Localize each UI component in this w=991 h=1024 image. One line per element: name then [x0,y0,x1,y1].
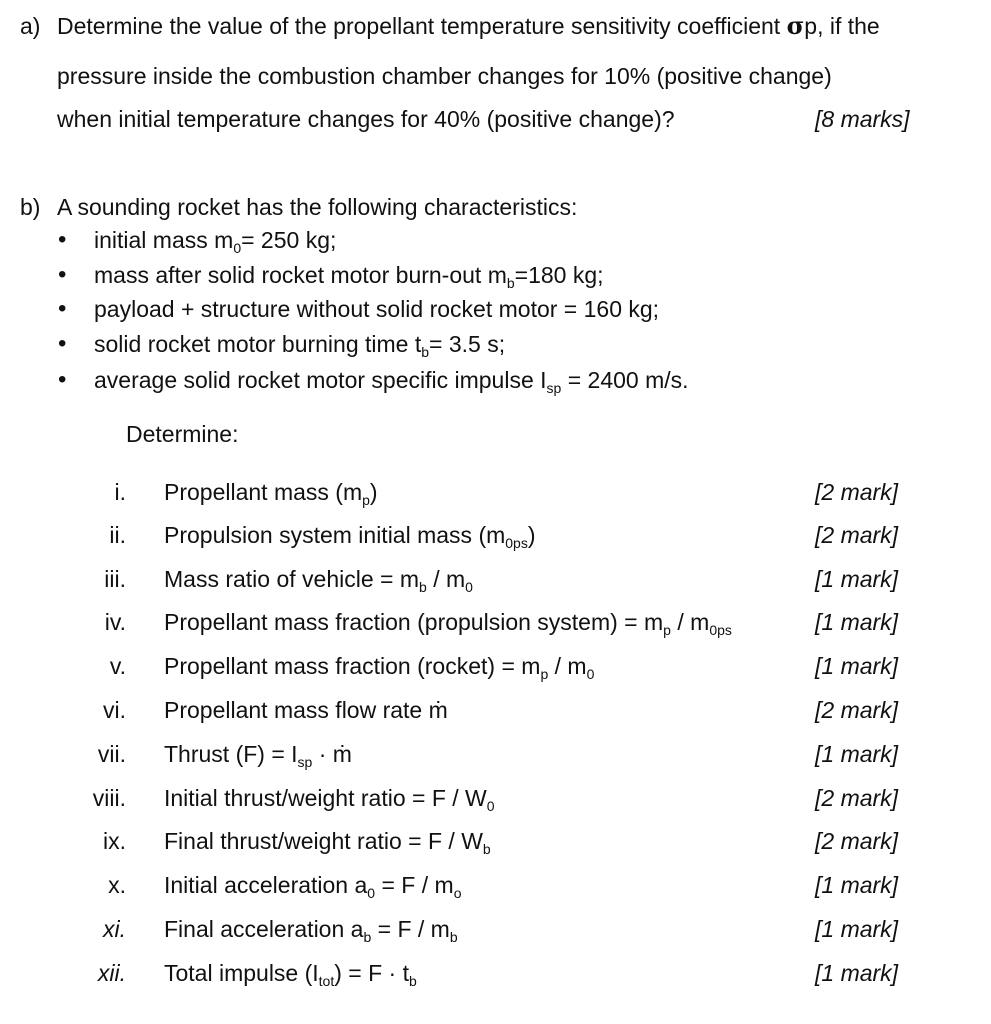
item-text-part: ) [527,522,536,548]
part-b-intro: A sounding rocket has the following characteristics: [57,194,578,220]
bullet-icon: • [58,226,67,253]
part-a-marks: [8 marks] [815,106,910,132]
item-marks: [1 mark] [815,916,899,942]
characteristic-item [94,226,336,257]
characteristic-subscript: 0 [233,240,242,256]
part-b-label: b) [20,194,41,220]
part-a-line-1-post: , if the [817,13,880,39]
item-marks: [1 mark] [815,960,899,986]
bullet-icon: • [58,295,67,322]
characteristic-text: initial mass m [94,227,234,253]
characteristic-item [94,295,659,323]
item-text-part: Propellant mass (m [164,479,363,505]
item-text-part: / m [426,566,466,592]
item-text [164,652,594,683]
item-subscript: p [362,492,370,508]
item-text-part: Propellant mass fraction (propulsion system) = m [164,609,664,635]
item-text [164,696,448,724]
item-subscript: b [449,929,458,945]
part-a-label: a) [20,13,41,39]
characteristic-subscript: b [506,275,515,291]
characteristic-text: average solid rocket motor specific impulse I [94,367,547,393]
item-marks: [2 mark] [815,828,899,854]
item-text-part: Thrust (F) = I [164,741,298,767]
item-subscript: p [663,622,671,638]
item-number: xii. [97,960,126,986]
item-text-part: · ṁ [312,741,352,767]
item-marks: [2 mark] [815,522,899,548]
characteristic-value: = 250 kg; [241,227,337,253]
item-marks: [1 mark] [815,609,899,635]
item-subscript: o [453,885,462,901]
item-subscript: 0 [465,579,473,595]
item-text-part: = F / m [375,872,454,898]
item-text-part: Mass ratio of vehicle = m [164,566,420,592]
determine-heading: Determine: [126,421,239,447]
item-subscript: b [363,929,372,945]
item-marks: [1 mark] [815,653,899,679]
item-text [164,478,378,509]
item-text [164,565,473,596]
item-number: xi. [103,916,126,942]
item-text-part: Propellant mass flow rate ṁ [164,697,448,723]
sigma-symbol: σ [786,11,805,40]
item-marks: [2 mark] [815,479,899,505]
item-marks: [2 mark] [815,697,899,723]
characteristic-item [94,366,689,397]
item-subscript: 0ps [709,622,732,638]
characteristic-item [94,330,505,361]
characteristic-subscript: sp [546,380,562,396]
item-number: i. [114,479,126,505]
characteristic-item [94,261,604,292]
item-number: ii. [109,522,126,548]
part-a-line-3: when initial temperature changes for 40% (positive change)? [57,106,675,132]
item-subscript: 0 [586,666,595,682]
item-number: iv. [104,609,126,635]
item-subscript: 0 [486,798,495,814]
bullet-icon: • [58,261,67,288]
item-subscript: b [409,973,417,989]
item-text-part: Propellant mass fraction (rocket) = m [164,653,541,679]
bullet-icon: • [58,330,67,357]
item-text-part: Final acceleration a [164,916,364,942]
bullet-icon: • [58,366,67,393]
part-a-line-2: pressure inside the combustion chamber changes for 10% (positive change) [57,63,832,89]
item-number: ix. [103,828,126,854]
item-text [164,871,461,902]
item-text-part: ) = F · t [334,960,409,986]
item-text [164,521,536,552]
item-subscript: 0ps [505,535,528,551]
sigma-subscript: p [804,13,818,39]
item-subscript: sp [297,754,313,770]
characteristic-text: solid rocket motor burning time t [94,331,422,357]
item-number: vi. [103,697,126,723]
characteristic-subscript: b [421,344,430,360]
item-text [164,915,458,946]
item-number: v. [109,653,126,679]
item-number: iii. [104,566,126,592]
characteristic-text: mass after solid rocket motor burn-out m [94,262,507,288]
item-number: x. [108,872,126,898]
characteristic-value: = 2400 m/s. [561,367,689,393]
item-subscript: tot [318,973,335,989]
characteristic-value: = 3.5 s; [429,331,506,357]
characteristic-value: =180 kg; [514,262,604,288]
item-text-part: = F / m [371,916,450,942]
characteristic-text: payload + structure without solid rocket motor = 160 kg; [94,296,660,322]
item-marks: [1 mark] [815,741,899,767]
part-a-line-1-pre: Determine the value of the propellant temperature sensitivity coefficient [57,13,781,39]
item-marks: [1 mark] [815,872,899,898]
item-number: vii. [97,741,126,767]
part-a-line-1 [57,12,880,40]
item-subscript: 0 [367,885,376,901]
item-text-part: Total impulse (I [164,960,319,986]
item-text [164,784,495,815]
item-text [164,827,491,858]
item-text-part: Initial thrust/weight ratio = F / W [164,785,487,811]
item-text [164,959,417,990]
item-subscript: b [482,841,491,857]
item-marks: [1 mark] [815,566,899,592]
item-text-part: Final thrust/weight ratio = F / W [164,828,483,854]
item-text-part: / m [548,653,587,679]
item-marks: [2 mark] [815,785,899,811]
item-text-part: Initial acceleration a [164,872,368,898]
item-number: viii. [92,785,126,811]
item-subscript: p [540,666,549,682]
item-subscript: b [419,579,427,595]
item-text [164,608,732,639]
item-text-part: Propulsion system initial mass (m [164,522,506,548]
item-text [164,740,352,771]
item-text-part: ) [369,479,378,505]
item-text-part: / m [670,609,710,635]
